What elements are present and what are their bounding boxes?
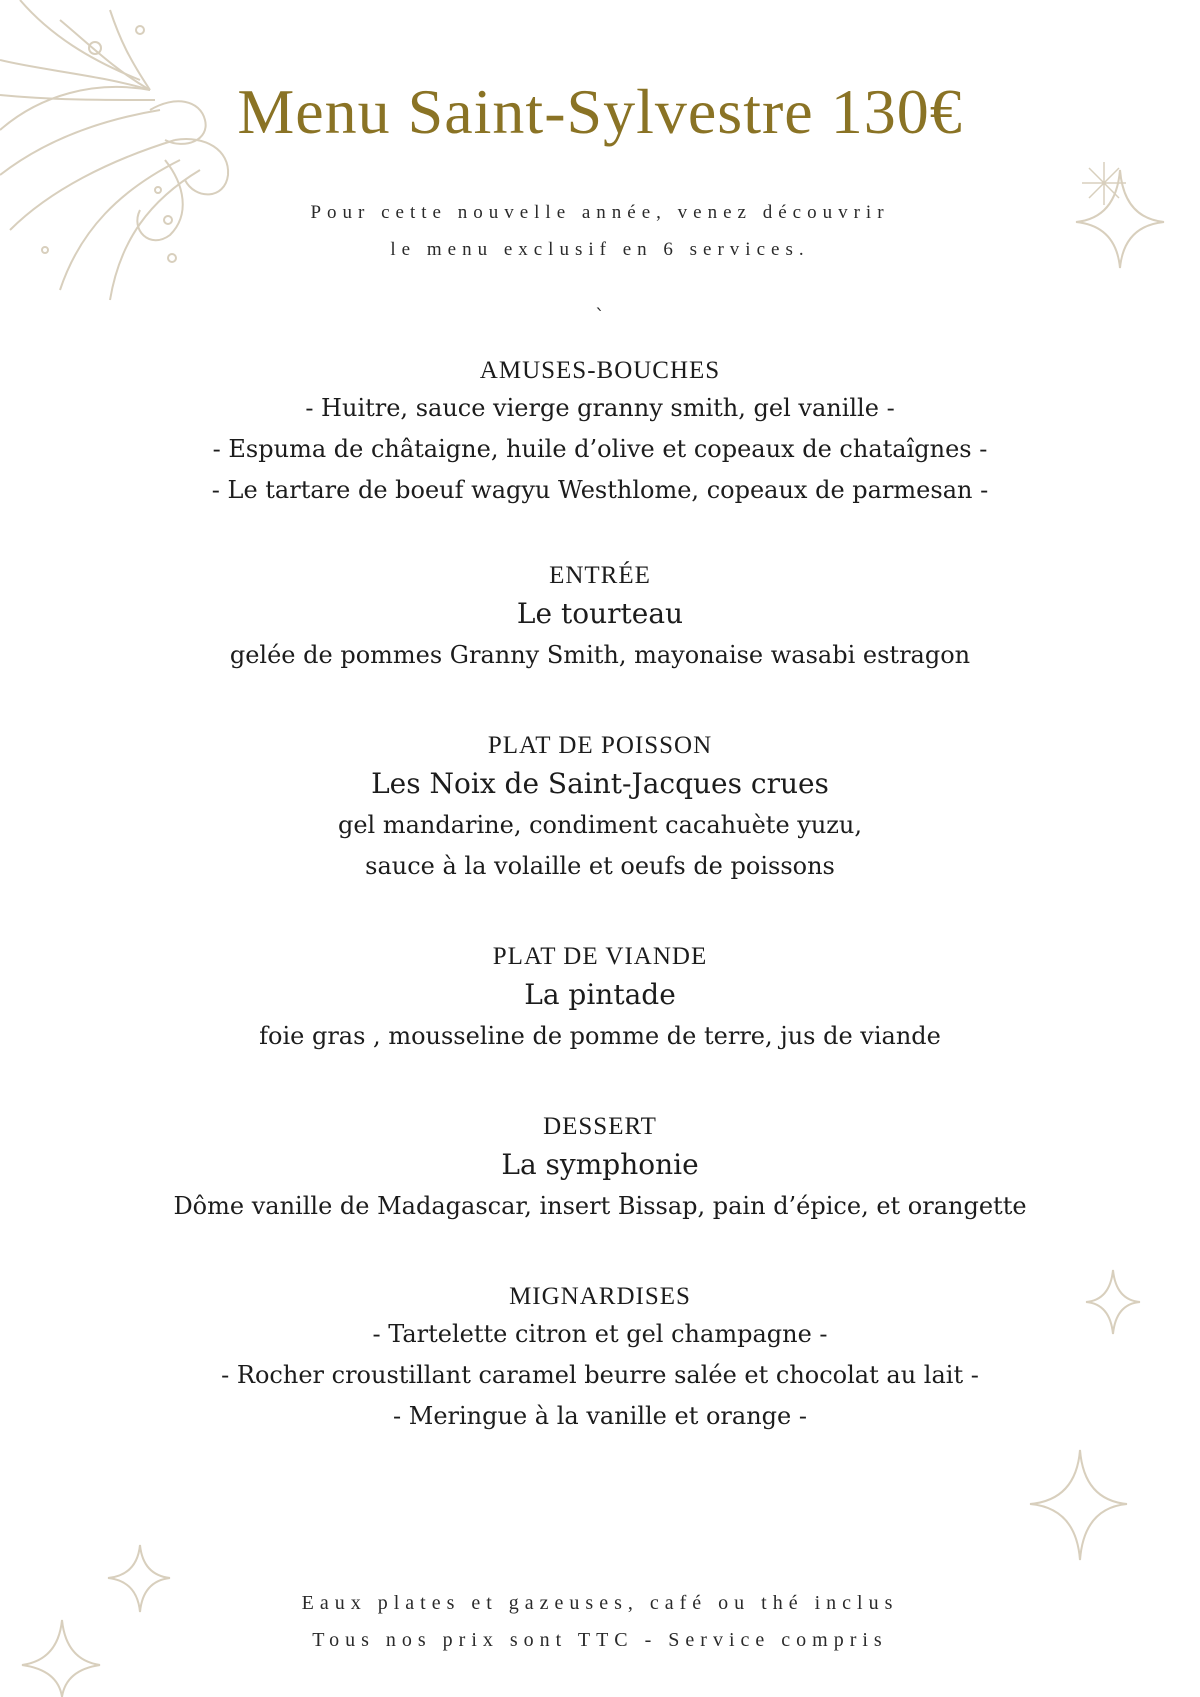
dish-description: sauce à la volaille et oeufs de poissons (365, 852, 835, 880)
section-title: DESSERT (543, 1113, 657, 1140)
intro-text (0, 194, 1200, 268)
dish-description: Dôme vanille de Madagascar, insert Bissap, pain d’épice, et orangette (173, 1192, 1027, 1220)
menu-item: - Meringue à la vanille et orange - (393, 1402, 807, 1430)
section-amuses-bouches (0, 354, 1200, 511)
dish-description: gelée de pommes Granny Smith, mayonaise wasabi estragon (229, 641, 971, 669)
menu-item: - Le tartare de boeuf wagyu Westhlome, copeaux de parmesan - (211, 476, 989, 504)
section-title: PLAT DE POISSON (487, 732, 713, 759)
section-entree (0, 559, 1200, 676)
menu-item: - Tartelette citron et gel champagne - (372, 1320, 828, 1348)
menu-item: - Espuma de châtaigne, huile d’olive et copeaux de chataîgnes - (212, 435, 988, 463)
footer-line: Tous nos prix sont TTC - Service compris (312, 1629, 888, 1651)
footer-line: Eaux plates et gazeuses, café ou thé inclus (301, 1592, 899, 1614)
page-title: Menu Saint-Sylvestre 130€ (237, 76, 963, 147)
section-dessert (0, 1110, 1200, 1227)
menu-item: - Rocher croustillant caramel beurre salée et chocolat au lait - (221, 1361, 979, 1389)
dish-name: La symphonie (501, 1148, 699, 1181)
section-title: PLAT DE VIANDE (492, 943, 708, 970)
dish-name: Le tourteau (516, 597, 684, 630)
section-title: ENTRÉE (549, 562, 651, 589)
section-title: MIGNARDISES (509, 1283, 691, 1310)
section-title: AMUSES-BOUCHES (479, 357, 721, 384)
dish-description: foie gras , mousseline de pomme de terre, jus de viande (259, 1022, 941, 1050)
section-plat-de-poisson (0, 729, 1200, 887)
dish-name: Les Noix de Saint-Jacques crues (371, 767, 829, 800)
intro-line: le menu exclusif en 6 services. (390, 239, 810, 260)
intro-line: Pour cette nouvelle année, venez découvrir (310, 202, 890, 223)
section-mignardises (0, 1280, 1200, 1437)
section-plat-de-viande (0, 940, 1200, 1057)
menu-item: - Huitre, sauce vierge granny smith, gel vanille - (305, 394, 895, 422)
dish-name: La pintade (524, 978, 676, 1011)
dish-description: gel mandarine, condiment cacahuète yuzu, (337, 811, 863, 839)
stray-mark: ` (595, 304, 605, 328)
footer-note (0, 1585, 1200, 1659)
